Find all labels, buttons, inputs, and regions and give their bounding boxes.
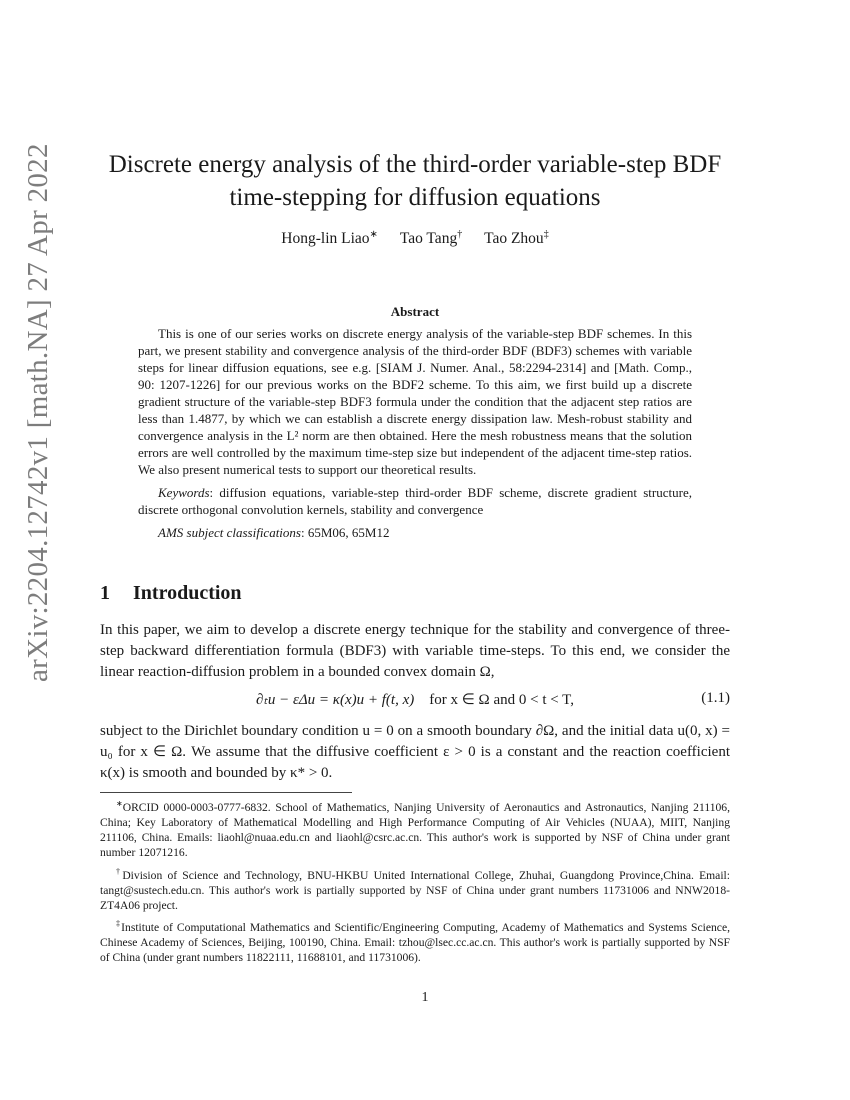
footnote-zhou: ‡Institute of Computational Mathematics and Scientific/Engineering Computing, Academy of Mathematics and Systems Science, Chinese Academy of Sciences, Beijing, 100190, China. Email: tzhou@lsec.cc.ac.cn. This author's work is partially supported by NSF of China (under grant numbers 11822111, 11688101, and 11731006). [100,919,730,965]
author-list [100,229,730,248]
author-liao: Hong-lin Liao∗ [281,229,378,248]
intro-paragraph-1 [100,620,730,683]
section-heading-introduction [100,582,242,605]
arxiv-identifier-stamp: arXiv:2204.12742v1 [math.NA] 27 Apr 2022 [22,143,54,682]
equation-body [100,690,730,709]
keywords-text: diffusion equations, variable-step third-order BDF scheme, discrete gradient structure, discrete orthogonal convolution kernels, stability and convergence [138,485,692,517]
intro-text-1: In this paper, we aim to develop a discrete energy technique for the stability and convergence of three-step backward differentiation formula (BDF3) with variable time-steps. To this end, we consider the linear reaction-diffusion problem in a bounded convex domain Ω, [100,622,730,680]
footnotes [100,796,730,969]
title-line-1: Discrete energy analysis of the third-order variable-step BDF [108,151,722,178]
footnote-tang: †Division of Science and Technology, BNU-HKBU United International College, Zhuhai, Guangdong Province,China. Email: tangt@sustech.edu.cn. This author's work is partially supported by NSF of China under grant numbers 11731006 and NNW2018-ZT4A06 project. [100,866,730,912]
intro-text-2: subject to the Dirichlet boundary condition u = 0 on a smooth boundary ∂Ω, and the initial data u(0, x) = u₀ for x ∈ Ω. We assume that the diffusive coefficient ε > 0 is a constant and the reaction coefficient κ(x) is smooth and bounded by κ* > 0. [100,723,730,781]
intro-paragraph-2 [100,721,730,784]
author-tang: Tao Tang† [399,229,463,248]
footnote-liao: ∗ORCID 0000-0003-0777-6832. School of Mathematics, Nanjing University of Aeronautics and Astronautics, Nanjing 211106, China; Key Laboratory of Mathematical Modelling and High Performance Computing of Air Vehicles (NUAA), MIIT, Nanjing 211106, China. Emails: liaohl@nuaa.edu.cn and liaohl@csrc.ac.cn. This author's work is supported by NSF of China under grant number 12071216. [100,799,730,860]
section-number: 1 [100,582,110,604]
abstract-heading: Abstract [390,304,440,319]
equation-number: (1.1) [701,690,730,706]
footnote-rule [100,792,352,793]
ams-classifications: AMS subject classifications: 65M06, 65M12 [158,525,390,540]
author-zhou: Tao Zhou‡ [484,229,549,248]
abstract-body [138,325,692,541]
ams-label: AMS subject classifications [158,525,301,540]
equation-condition: for x ∈ Ω and 0 < t < T, [429,692,574,708]
abstract-text: This is one of our series works on discrete energy analysis of the variable-step BDF schemes. In this part, we present stability and convergence analysis of the third-order BDF (BDF3) schemes with variable steps for linear diffusion equations, see e.g. [SIAM J. Numer. Anal., 58:2294-2314] and [Math. Comp., 90: 1207-1226] for our previous works on the BDF2 scheme. To this aim, we first build up a discrete gradient structure of the variable-step BDF3 formula under the condition that the adjacent step ratios are less than 1.4877, by which we can establish a discrete energy dissipation law. Mesh-robust stability and convergence analysis in the L² norm are then obtained. Here the mesh robustness means that the solution errors are well controlled by the maximum time-step size but independent of the adjacent time-step ratios. We also present numerical tests to support our theoretical results. [138,326,692,477]
ams-codes: 65M06, 65M12 [307,525,390,540]
paper-title [100,148,730,214]
page-number: 1 [421,990,429,1005]
equation-1-1 [100,690,730,709]
keywords-label: Keywords [158,485,210,500]
section-title: Introduction [133,582,242,604]
keywords: Keywords: diffusion equations, variable-step third-order BDF scheme, discrete gradient structure, discrete orthogonal convolution kernels, stability and convergence [138,485,692,517]
equation-expression: ∂ₜu − εΔu = κ(x)u + f(t, x) [256,692,415,708]
title-line-2: time-stepping for diffusion equations [229,184,601,211]
